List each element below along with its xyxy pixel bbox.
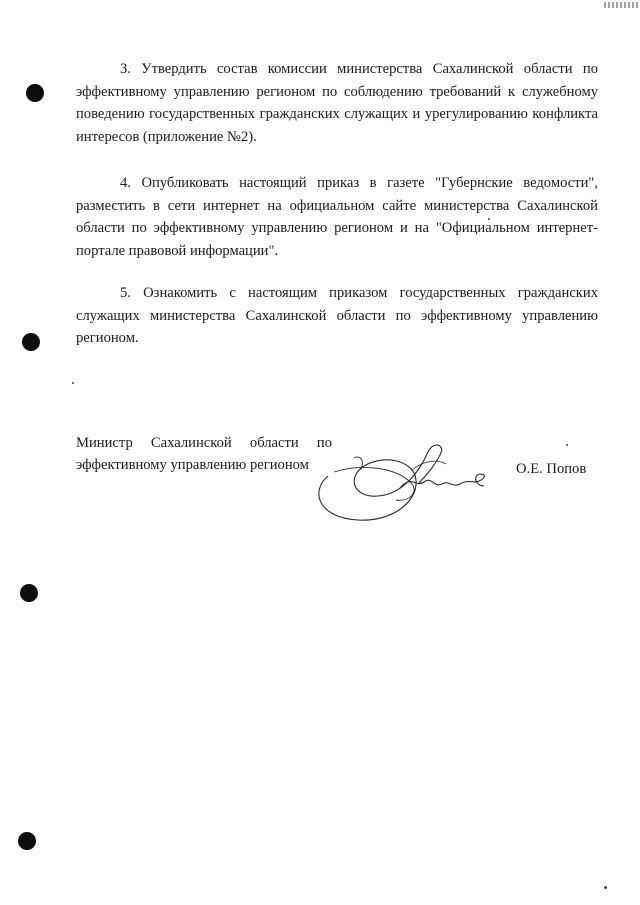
handwritten-signature xyxy=(300,436,500,526)
scan-speck xyxy=(488,218,490,220)
binder-hole-2 xyxy=(22,333,40,351)
binder-hole-3 xyxy=(20,584,38,602)
binder-hole-4 xyxy=(18,832,36,850)
paragraph-4: 4. Опубликовать настоящий приказ в газете "Губернские ведомости", разместить в сети интернет на официальном сайте министерства Сахалинской области по эффективному управлению регионом и на "Официальном интернет-портале правовой информации". xyxy=(76,175,598,259)
signatory-position: Министр Сахалинской области по эффективному управлению регионом xyxy=(76,435,332,473)
binder-hole-1 xyxy=(26,84,44,102)
scan-speck xyxy=(604,886,607,889)
paragraph-3: 3. Утвердить состав комиссии министерства Сахалинской области по эффективному управлению регионом по соблюдению требований к служебному поведению государственных гражданских служащих и урегулированию конфликта интересов (приложение №2). xyxy=(76,61,598,145)
scan-speck xyxy=(566,444,568,446)
scan-speck xyxy=(72,382,74,384)
paragraph-5: 5. Ознакомить с настоящим приказом государственных гражданских служащих министерства Сахалинской области по эффективному управлению регионом. xyxy=(76,285,598,347)
signatory-name: О.Е. Попов xyxy=(516,461,587,477)
scan-edge-mark xyxy=(604,2,638,8)
